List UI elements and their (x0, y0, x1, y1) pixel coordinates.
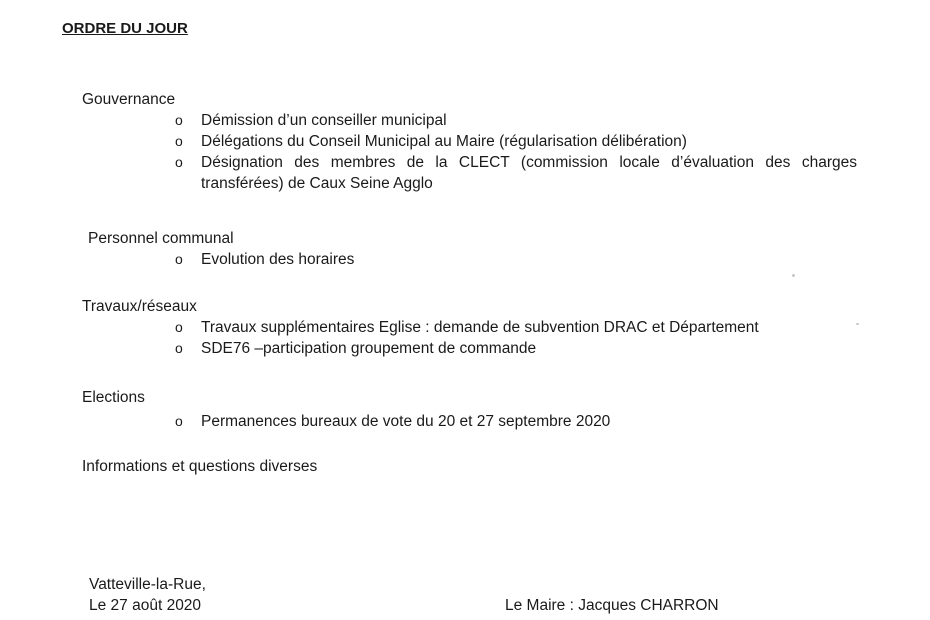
section-gouvernance (82, 89, 857, 194)
bullet-circle-icon: o (175, 133, 183, 149)
section-personnel (88, 228, 857, 270)
item-list (82, 411, 857, 432)
footer-date: Le 27 août 2020 (89, 597, 202, 614)
list-item (82, 249, 857, 270)
bullet-circle-icon: o (175, 154, 183, 170)
list-item (82, 110, 857, 131)
list-item (82, 317, 857, 338)
bullet-circle-icon: o (175, 413, 183, 429)
item-text: Désignation des membres de la CLECT (commission locale d’évaluation des charges transférées) de Caux Seine Agglo (201, 154, 857, 192)
list-item (82, 131, 857, 152)
item-text: Délégations du Conseil Municipal au Maire (régularisation délibération) (201, 133, 687, 150)
section-title: Informations et questions diverses (82, 458, 318, 475)
section-title: Travaux/réseaux (82, 298, 197, 315)
scan-speck (856, 323, 859, 325)
list-item (82, 338, 857, 359)
section-title: Elections (82, 389, 145, 406)
scan-speck (792, 274, 795, 277)
item-list (82, 110, 857, 194)
footer-signature: Le Maire : Jacques CHARRON (505, 597, 719, 614)
section-title: Gouvernance (82, 91, 176, 108)
item-text: Travaux supplémentaires Eglise : demande de subvention DRAC et Département (201, 319, 759, 336)
document-title: ORDRE DU JOUR (62, 20, 188, 37)
section-travaux (82, 296, 857, 359)
list-item (82, 411, 857, 432)
bullet-circle-icon: o (175, 112, 183, 128)
item-list (82, 317, 857, 359)
section-title: Personnel communal (88, 230, 234, 247)
item-text: Permanences bureaux de vote du 20 et 27 septembre 2020 (201, 413, 611, 430)
list-item (82, 152, 857, 194)
bullet-circle-icon: o (175, 319, 183, 335)
footer-place: Vatteville-la-Rue, (89, 576, 206, 593)
bullet-circle-icon: o (175, 251, 183, 267)
item-text: Démission d’un conseiller municipal (201, 112, 447, 129)
item-text: SDE76 –participation groupement de commande (201, 340, 537, 357)
section-informations (82, 456, 317, 477)
item-text: Evolution des horaires (201, 251, 355, 268)
item-list (82, 249, 857, 270)
bullet-circle-icon: o (175, 340, 183, 356)
section-elections (82, 387, 857, 432)
